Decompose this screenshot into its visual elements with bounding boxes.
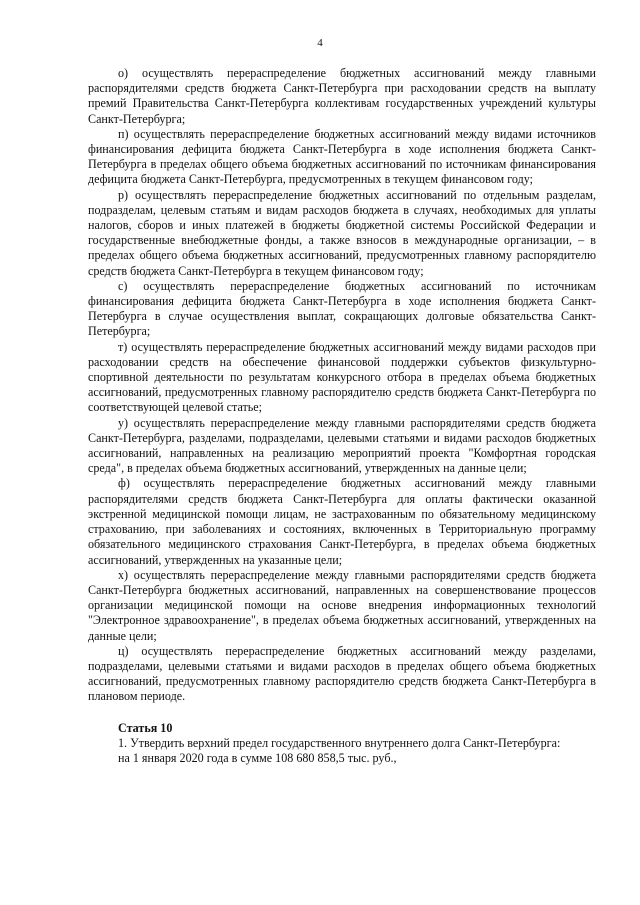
paragraph-f: ф) осуществлять перераспределение бюджетных ассигнований между главными распорядителями средств бюджета Санкт-Петербурга для оплаты фактически оказанной экстренной медицинской помощи лицам, не застрахованным по обязательному медицинскому страхованию, при заболеваниях и состояниях, включенных в Территориальную программу обязательного медицинского страхования Санкт-Петербурга, в пределах объема бюджетных ассигнований, утвержденных на указанные цели;: [88, 476, 596, 567]
paragraph-t: т) осуществлять перераспределение бюджетных ассигнований между видами расходов при расходовании средств на обеспечение финансовой поддержки субъектов физкультурно-спортивной деятельности по результатам конкурсного отбора в пределах объема бюджетных ассигнований, предусмотренных главному распорядителю средств бюджета Санкт-Петербурга по соответствующей целевой статье;: [88, 339, 596, 415]
paragraph-ts: ц) осуществлять перераспределение бюджетных ассигнований между разделами, подразделами, целевыми статьями и видами расходов в пределах общего объема бюджетных ассигнований, предусмотренных главному распорядителю средств бюджета Санкт-Петербурга в плановом периоде.: [88, 643, 596, 704]
document-body: [88, 66, 596, 766]
paragraph-o: о) осуществлять перераспределение бюджетных ассигнований между главными распорядителями средств бюджета Санкт-Петербурга при расходовании средств на выплату премий Правительства Санкт-Петербурга коллективам государственных учреждений культуры Санкт-Петербурга;: [88, 66, 596, 126]
paragraph-u: у) осуществлять перераспределение между главными распорядителями средств бюджета Санкт-Петербурга, разделами, подразделами, целевыми статьями и видами расходов бюджетных ассигнований, направленных на реализацию мероприятий проекта "Комфортная городская среда", в пределах объема бюджетных ассигнований, утвержденных на данные цели;: [88, 415, 596, 476]
paragraph-s: с) осуществлять перераспределение бюджетных ассигнований по источникам финансирования дефицита бюджета Санкт-Петербурга в ходе исполнения бюджета Санкт-Петербурга в случае осуществления выплат, сокращающих долговые обязательства Санкт-Петербурга;: [88, 278, 596, 339]
paragraph-p: п) осуществлять перераспределение бюджетных ассигнований между видами источников финансирования дефицита бюджета Санкт-Петербурга в ходе исполнения бюджета Санкт-Петербурга в пределах общего объема бюджетных ассигнований по источникам финансирования дефицита бюджета Санкт-Петербурга, предусмотренных в текущем финансовом году;: [88, 126, 596, 187]
article-line: на 1 января 2020 года в сумме 108 680 858,5 тыс. руб.,: [118, 750, 397, 765]
paragraph-kh: х) осуществлять перераспределение между главными распорядителями средств бюджета Санкт-Петербурга бюджетных ассигнований, направленных на совершенствование процессов организации медицинской помощи на основе внедрения информационных технологий "Электронное здравоохранение", в пределах объема бюджетных ассигнований, утвержденных на данные цели;: [88, 567, 596, 643]
paragraph-r: р) осуществлять перераспределение бюджетных ассигнований по отдельным разделам, подразделам, целевым статьям и видам расходов бюджета в случаях, необходимых для уплаты налогов, сборов и иных платежей в бюджеты бюджетной системы Российской Федерации и государственные внебюджетные фонды, а также взносов в международные организации, – в пределах общего объема бюджетных ассигнований, предусмотренных главному распорядителю средств бюджета Санкт-Петербурга в текущем финансовом году;: [88, 187, 596, 278]
page-number: 4: [317, 37, 323, 49]
article-heading: Статья 10: [118, 720, 173, 735]
article-paragraph: 1. Утвердить верхний предел государственного внутреннего долга Санкт-Петербурга:: [118, 735, 561, 750]
